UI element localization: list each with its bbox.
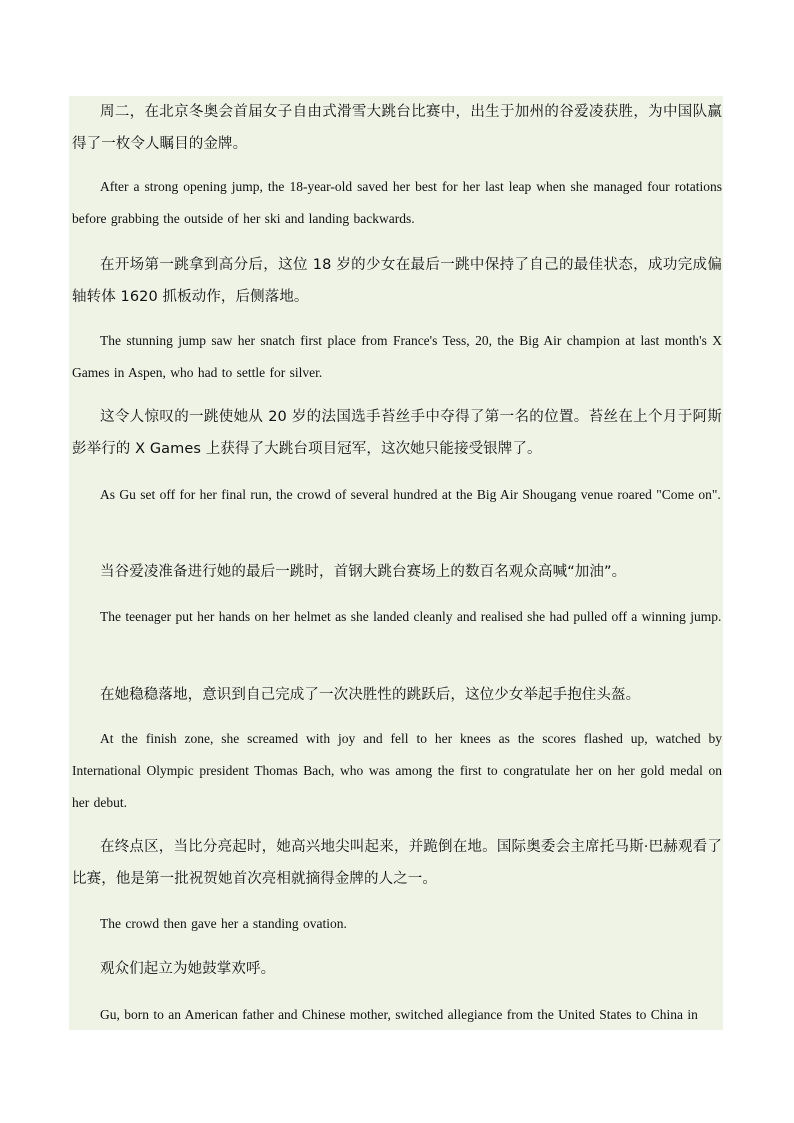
paragraph-en-2: The stunning jump saw her snatch first place from France's Tess, 20, the Big Air champion at last month's X Games in Aspen, who had to settle for silver. [72,333,722,380]
paragraph-en-3: As Gu set off for her final run, the crowd of several hundred at the Big Air Shougang venue roared "Come on". [100,487,721,502]
paragraph-zh-4: 当谷爱凌准备进行她的最后一跳时，首钢大跳台赛场上的数百名观众高喊“加油”。 [100,564,627,580]
paragraph-zh-5: 在她稳稳落地，意识到自己完成了一次决胜性的跳跃后，这位少女举起手抱住头盔。 [100,687,641,703]
paragraph-en-5: At the finish zone, she screamed with joy and fell to her knees as the scores flashed up, watched by International Olympic president Thomas Bach, who was among the first to congratulate her on her gold medal on her debut. [72,731,722,810]
article-body [69,96,723,1030]
paragraph-en-1: After a strong opening jump, the 18-year-old saved her best for her last leap when she managed four rotations before grabbing the outside of her ski and landing backwards. [72,179,722,226]
paragraph-en-4: The teenager put her hands on her helmet as she landed cleanly and realised she had pulled off a winning jump. [100,609,722,624]
paragraph-zh-6: 在终点区，当比分亮起时，她高兴地尖叫起来，并跪倒在地。国际奥委会主席托马斯·巴赫观看了比赛，他是第一批祝贺她首次亮相就摘得金牌的人之一。 [72,839,722,887]
paragraph-zh-2: 在开场第一跳拿到高分后，这位 18 岁的少女在最后一跳中保持了自己的最佳状态，成功完成偏轴转体 1620 抓板动作，后侧落地。 [72,257,722,305]
paragraph-zh-7: 观众们起立为她鼓掌欢呼。 [100,961,276,977]
paragraph-zh-3: 这令人惊叹的一跳使她从 20 岁的法国选手苔丝手中夺得了第一名的位置。苔丝在上个月于阿斯彭举行的 X Games 上获得了大跳台项目冠军，这次她只能接受银牌了。 [72,409,722,457]
paragraph-en-7: Gu, born to an American father and Chinese mother, switched allegiance from the United States to China in [100,1007,698,1022]
paragraph-zh-1: 周二，在北京冬奥会首届女子自由式滑雪大跳台比赛中，出生于加州的谷爱凌获胜，为中国队赢得了一枚令人瞩目的金牌。 [72,104,722,152]
paragraph-en-6: The crowd then gave her a standing ovation. [100,916,347,931]
